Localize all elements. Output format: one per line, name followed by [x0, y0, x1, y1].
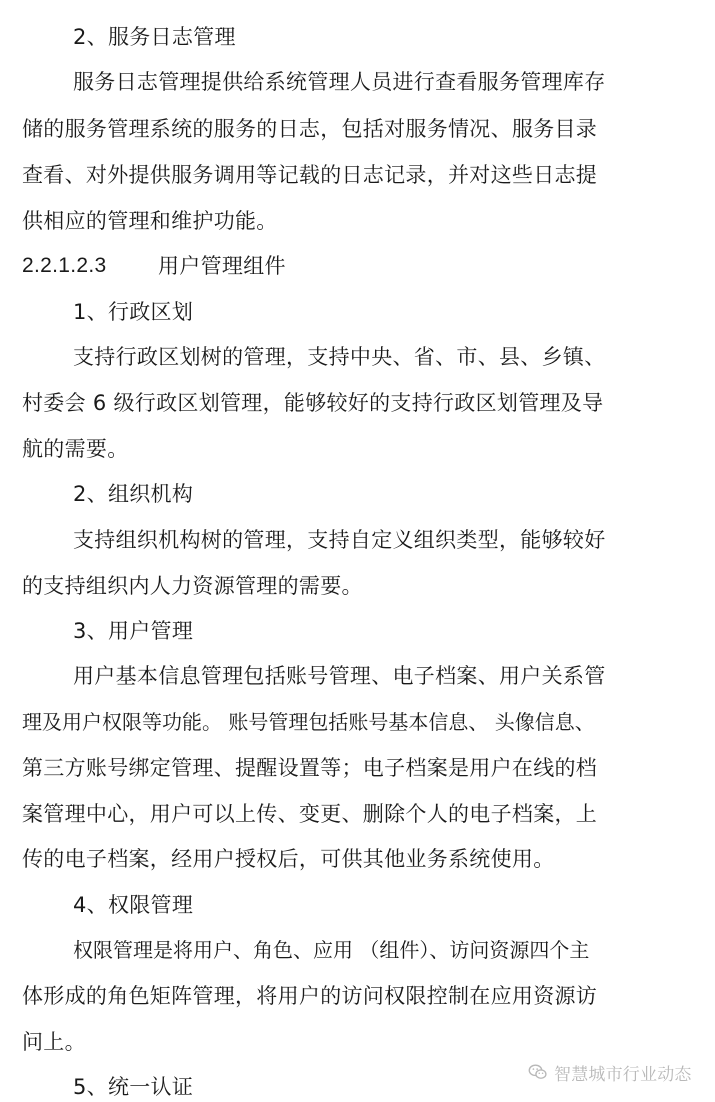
paragraph-line: 供相应的管理和维护功能。 — [22, 209, 278, 233]
section-title: 用户管理组件 — [158, 254, 286, 278]
paragraph-line: 支持组织机构树的管理，支持自定义组织类型，能够较好 — [73, 528, 606, 552]
paragraph-line: 第三方账号绑定管理、提醒设置等；电子档案是用户在线的档 — [22, 756, 598, 780]
paragraph-line: 用户基本信息管理包括账号管理、电子档案、用户关系管 — [73, 664, 606, 688]
paragraph-line: 航的需要。 — [22, 437, 129, 461]
paragraph-line: 服务日志管理提供给系统管理人员进行查看服务管理库存 — [73, 70, 606, 94]
section-number: 2.2.1.2.3 — [22, 254, 107, 277]
item-heading: 1、行政区划 — [73, 300, 194, 324]
paragraph-line: 支持行政区划树的管理，支持中央、省、市、县、乡镇、 — [73, 345, 606, 369]
item-heading: 3、用户管理 — [73, 619, 194, 643]
paragraph-line: 案管理中心，用户可以上传、变更、删除个人的电子档案，上 — [22, 802, 598, 826]
item-heading: 5、统一认证 — [73, 1075, 194, 1099]
paragraph-line: 村委会 6 级行政区划管理，能够较好的支持行政区划管理及导 — [22, 391, 604, 415]
item-heading: 2、组织机构 — [73, 482, 194, 506]
paragraph-line: 查看、对外提供服务调用等记载的日志记录，并对这些日志提 — [22, 163, 598, 187]
item-heading: 4、权限管理 — [73, 893, 194, 917]
paragraph-line: 储的服务管理系统的服务的日志，包括对服务情况、服务目录 — [22, 117, 598, 141]
paragraph-line: 体形成的角色矩阵管理，将用户的访问权限控制在应用资源访 — [22, 984, 598, 1008]
paragraph-line: 问上。 — [22, 1030, 86, 1054]
watermark — [528, 1058, 692, 1086]
wechat-icon — [528, 1062, 548, 1082]
section-heading: 2、服务日志管理 — [73, 25, 236, 49]
paragraph-line: 理及用户权限等功能。 账号管理包括账号基本信息、 头像信息、 — [22, 710, 595, 734]
watermark-text: 智慧城市行业动态 — [554, 1064, 692, 1085]
paragraph-line: 的支持组织内人力资源管理的需要。 — [22, 574, 363, 598]
paragraph-line: 传的电子档案，经用户授权后，可供其他业务系统使用。 — [22, 847, 555, 871]
paragraph-line: 权限管理是将用户、角色、应用 （组件）、访问资源四个主 — [73, 938, 590, 962]
